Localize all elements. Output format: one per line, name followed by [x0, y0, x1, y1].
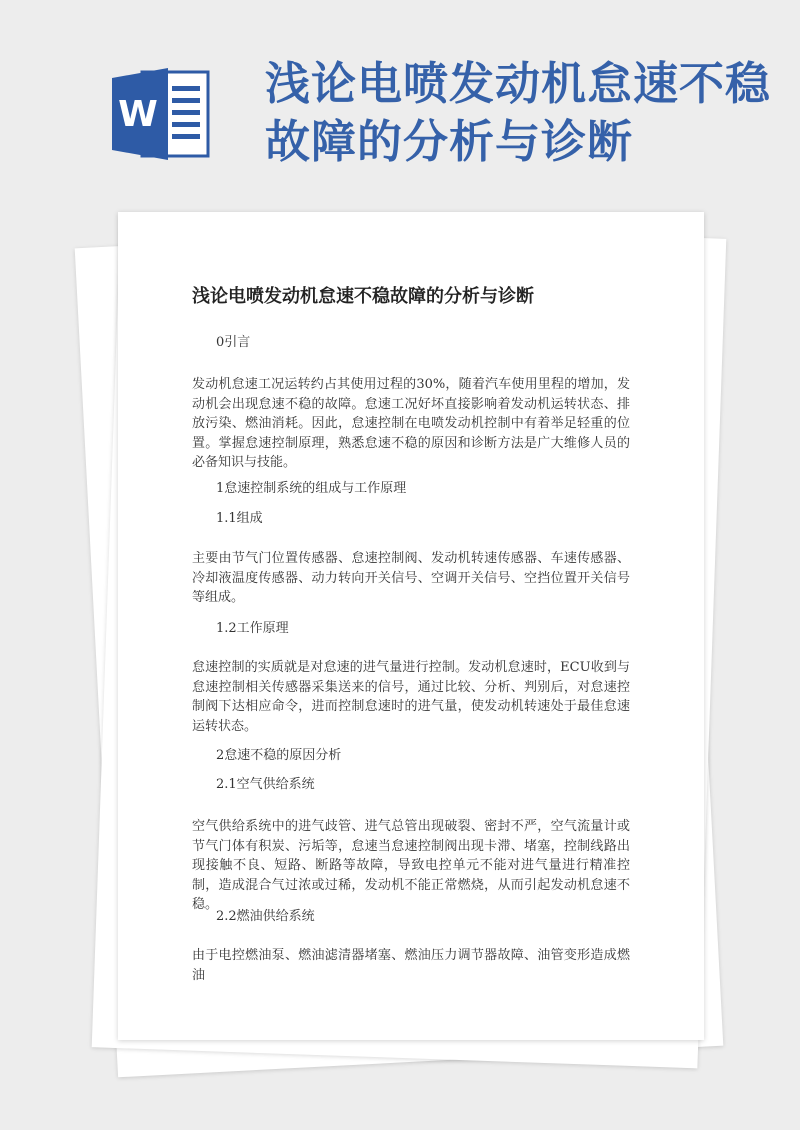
paragraph-1-1: 主要由节气门位置传感器、怠速控制阀、发动机转速传感器、车速传感器、冷却液温度传感器、动力转向开关信号、空调开关信号、空挡位置开关信号等组成。: [192, 551, 630, 605]
document-page: [118, 212, 704, 1040]
section-heading-intro: 0引言: [216, 335, 251, 350]
svg-text:W: W: [118, 94, 158, 135]
word-icon: [112, 68, 212, 160]
section-heading-2: 2怠速不稳的原因分析: [216, 748, 342, 763]
section-heading-2-2: 2.2燃油供给系统: [216, 909, 315, 924]
paragraph-2-2: 由于电控燃油泵、燃油滤清器堵塞、燃油压力调节器故障、油管变形造成燃油: [192, 948, 630, 983]
paragraph-1-2: 怠速控制的实质就是对怠速的进气量进行控制。发动机怠速时，ECU收到与怠速控制相关传感器采集送来的信号，通过比较、分析、判别后，对怠速控制阀下达相应命令，进而控制怠速时的进气量，使发动机转速处于最佳怠速运转状态。: [192, 660, 630, 734]
header-banner: [0, 0, 800, 200]
paragraph-intro: 发动机怠速工况运转约占其使用过程的30%，随着汽车使用里程的增加，发动机会出现怠速不稳的故障。怠速工况好坏直接影响着发动机运转状态、排放污染、燃油消耗。因此，怠速控制在电喷发动机控制中有着举足轻重的位置。掌握怠速控制原理，熟悉怠速不稳的原因和诊断方法是广大维修人员的必备知识与技能。: [192, 377, 630, 470]
section-heading-1-2: 1.2工作原理: [216, 621, 289, 636]
header-title: 浅论电喷发动机怠速不稳故障的分析与诊断: [265, 57, 772, 168]
section-heading-2-1: 2.1空气供给系统: [216, 777, 315, 792]
section-heading-1: 1怠速控制系统的组成与工作原理: [216, 481, 407, 496]
section-heading-1-1: 1.1组成: [216, 511, 263, 526]
document-title: 浅论电喷发动机怠速不稳故障的分析与诊断: [192, 286, 534, 307]
paragraph-2-1: 空气供给系统中的进气歧管、进气总管出现破裂、密封不严，空气流量计或节气门体有积炭、污垢等，怠速当怠速控制阀出现卡滞、堵塞，控制线路出现接触不良、短路、断路等故障，导致电控单元不能对进气量进行精准控制，造成混合气过浓或过稀，发动机不能正常燃烧，从而引起发动机怠速不稳。: [192, 819, 630, 912]
